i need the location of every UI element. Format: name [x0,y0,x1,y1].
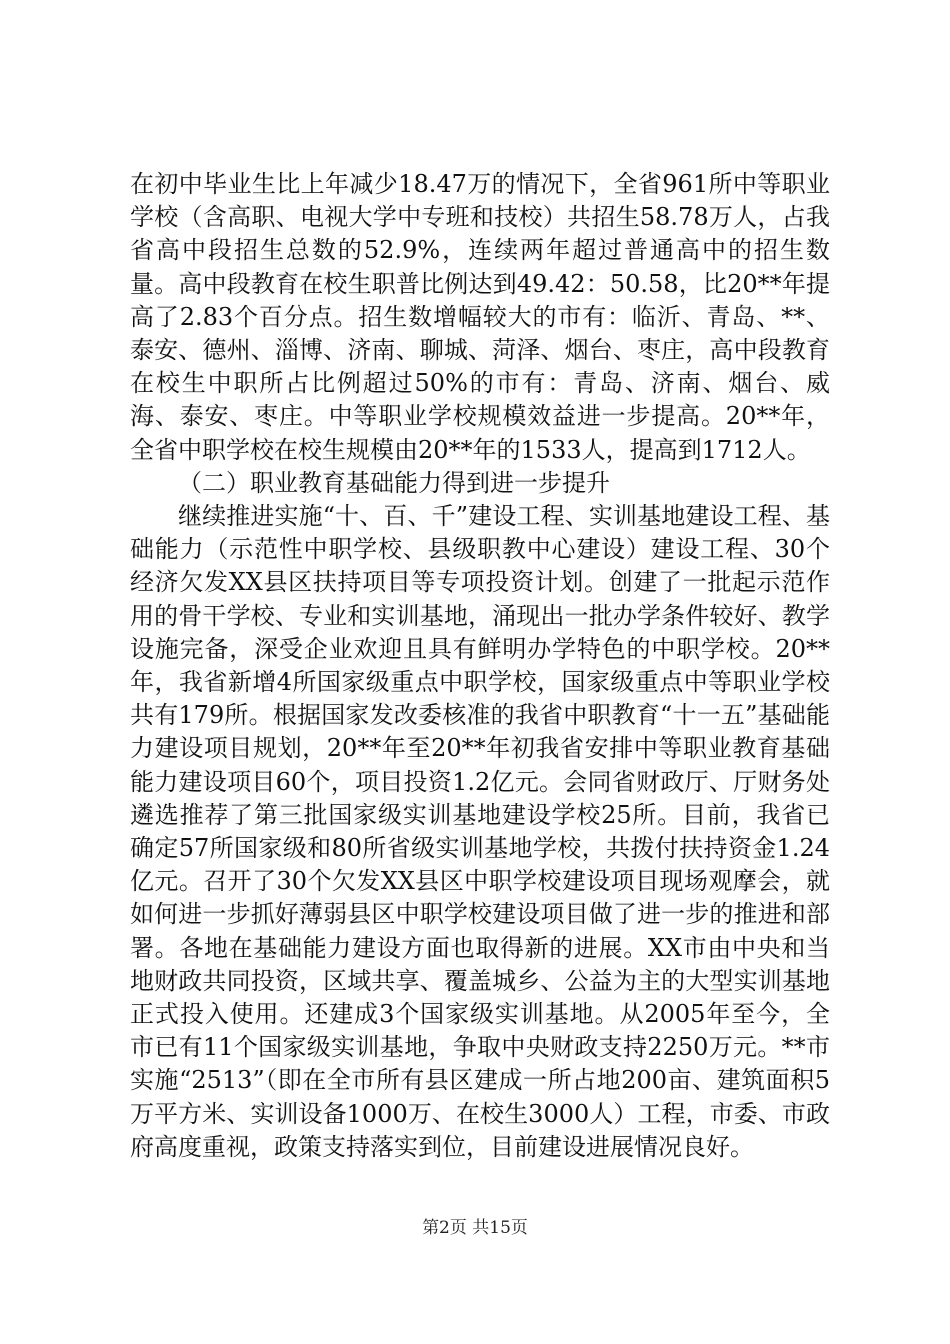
paragraph-enrollment: 在初中毕业生比上年减少18.47万的情况下，全省961所中等职业学校（含高职、电视大学中专班和技校）共招生58.78万人，占我省高中段招生总数的52.9%，连续两年超过普通高中的招生数量。高中段教育在校生职普比例达到49.42：50.58，比20**年提高了2.83个百分点。招生数增幅较大的市有：临沂、青岛、**、泰安、德州、淄博、济南、聊城、菏泽、烟台、枣庄，高中段教育在校生中职所占比例超过50%的市有：青岛、济南、烟台、威海、泰安、枣庄。中等职业学校规模效益进一步提高。20**年，全省中职学校在校生规模由20**年的1533人，提高到1712人。 [130,170,830,464]
page-number-footer: 第2页 共15页 [422,1218,528,1238]
paragraph-capacity: 继续推进实施“十、百、千”建设工程、实训基地建设工程、基础能力（示范性中职学校、县级职教中心建设）建设工程、30个经济欠发XX县区扶持项目等专项投资计划。创建了一批起示范作用的骨干学校、专业和实训基地，涌现出一批办学条件较好、教学设施完备，深受企业欢迎且具有鲜明办学特色的中职学校。20**年，我省新增4所国家级重点中职学校，国家级重点中等职业学校共有179所。根据国家发改委核准的我省中职教育“十一五”基础能力建设项目规划，20**年至20**年初我省安排中等职业教育基础能力建设项目60个，项目投资1.2亿元。会同省财政厅、厅财务处遴选推荐了第三批国家级实训基地建设学校25所。目前，我省已确定57所国家级和80所省级实训基地学校，共拨付扶持资金1.24亿元。召开了30个欠发XX县区中职学校建设项目现场观摩会，就如何进一步抓好薄弱县区中职学校建设项目做了进一步的推进和部署。各地在基础能力建设方面也取得新的进展。XX市由中央和当地财政共同投资，区域共享、覆盖城乡、公益为主的大型实训基地正式投入使用。还建成3个国家级实训基地。从2005年至今，全市已有11个国家级实训基地，争取中央财政支持2250万元。**市实施“2513”（即在全市所有县区建成一所占地200亩、建筑面积5万平方米、实训设备1000万、在校生3000人）工程，市委、市政府高度重视，政策支持落实到位，目前建设进展情况良好。 [130,502,830,1161]
document-body [130,168,830,1164]
section-heading: （二）职业教育基础能力得到进一步提升 [178,468,610,497]
